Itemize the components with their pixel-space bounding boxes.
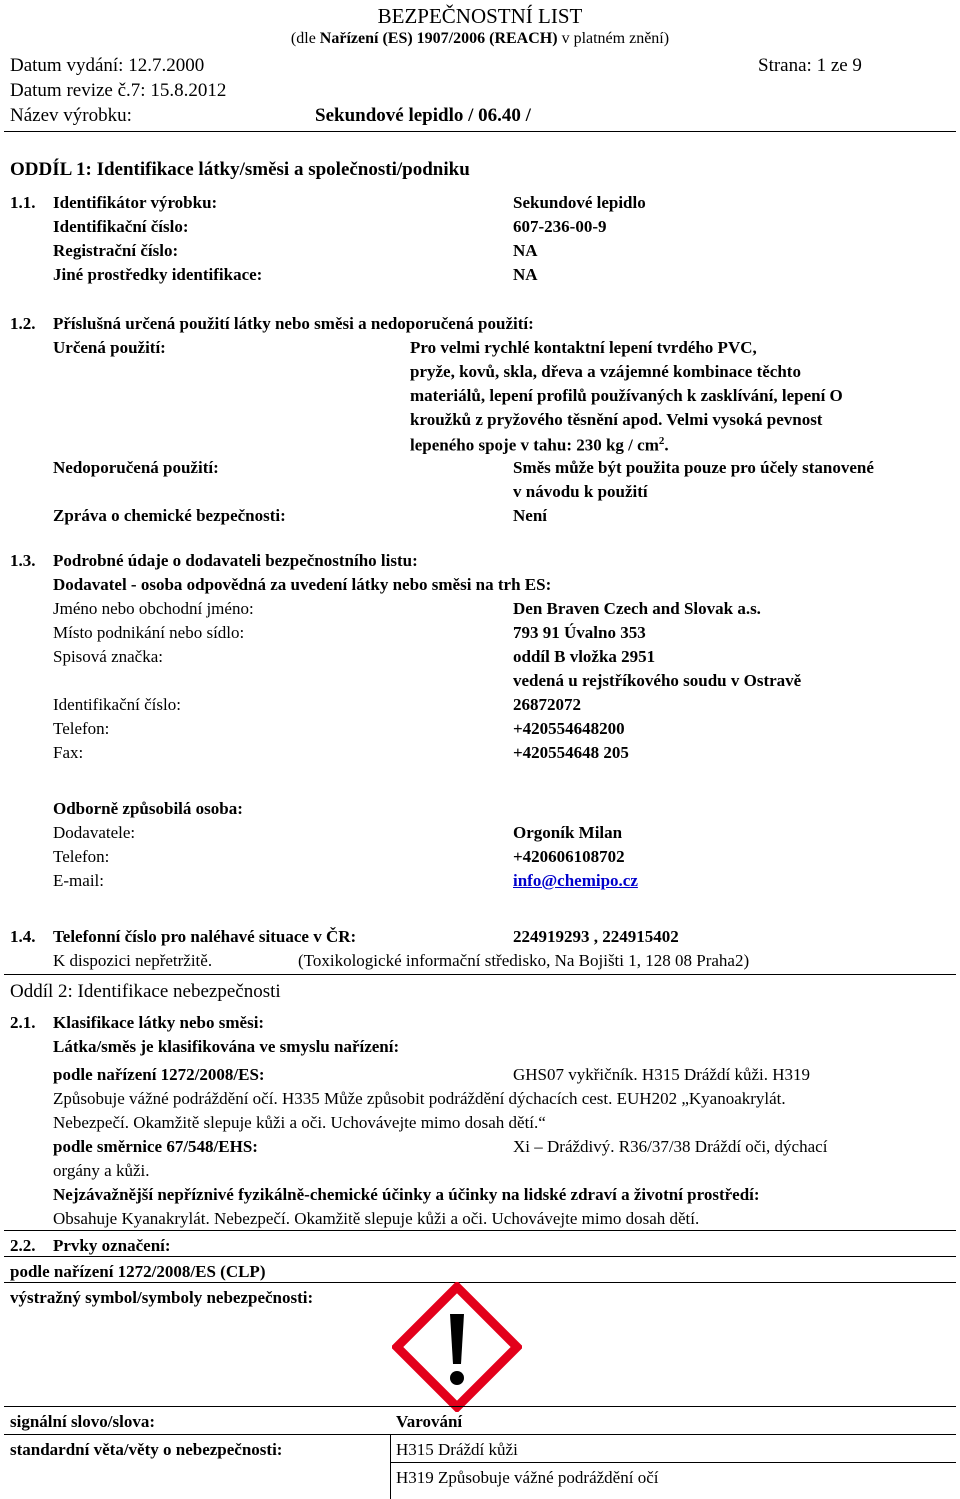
supplier-subheading: Dodavatel - osoba odpovědná za uvedení látky nebo směsi na trh ES: bbox=[53, 575, 552, 594]
adverse-effects-heading: Nejzávažnější nepříznivé fyzikálně-chemické účinky a účinky na lidské zdraví a životní prostředí: bbox=[53, 1185, 760, 1204]
hazard-statements-label: standardní věta/věty o nebezpečnosti: bbox=[10, 1440, 283, 1459]
emergency-phone-value: 224919293 , 224915402 bbox=[513, 927, 679, 946]
directive-label: podle směrnice 67/548/EHS: bbox=[53, 1137, 258, 1156]
s21-heading: Klasifikace látky nebo směsi: bbox=[53, 1013, 265, 1032]
s12-number: 1.2. bbox=[10, 314, 36, 333]
intended-use-line: pryže, kovů, skla, dřeva a vzájemné kombinace těchto bbox=[410, 362, 801, 381]
other-id-value: NA bbox=[513, 265, 538, 284]
competent-supplier-value: Orgoník Milan bbox=[513, 823, 623, 842]
fax-label: Fax: bbox=[53, 743, 84, 762]
availability-note: K dispozici nepřetržitě. bbox=[53, 951, 213, 970]
revision-date: Datum revize č.7: 15.8.2012 bbox=[10, 80, 227, 101]
s13-number: 1.3. bbox=[10, 551, 36, 570]
table-divider bbox=[390, 1434, 391, 1499]
toxicology-center: (Toxikologické informační středisko, Na Bojišti 1, 128 08 Praha2) bbox=[298, 951, 750, 970]
competent-phone-value: +420606108702 bbox=[513, 847, 625, 866]
identifier-label: Identifikátor výrobku: bbox=[53, 193, 218, 212]
document-subtitle: (dle Nařízení (ES) 1907/2006 (REACH) v platném znění) bbox=[290, 30, 670, 47]
s22-number: 2.2. bbox=[10, 1236, 36, 1255]
section-rule bbox=[4, 1406, 956, 1407]
directive-text: Xi – Dráždivý. R36/37/38 Dráždí oči, dýchací bbox=[513, 1137, 828, 1156]
s12-heading: Příslušná určená použití látky nebo směsi a nedoporučená použití: bbox=[53, 314, 534, 333]
s22-heading: Prvky označení: bbox=[53, 1236, 171, 1255]
intended-use-line: kroužků z pryžového těsnění apod. Velmi vysoká pevnost bbox=[410, 410, 823, 429]
intended-use-line: materiálů, lepení profilů používaných k zasklívání, lepení O bbox=[410, 386, 843, 405]
company-id-value: 26872072 bbox=[513, 695, 581, 714]
section1-heading: ODDÍL 1: Identifikace látky/směsi a společnosti/podniku bbox=[10, 159, 470, 180]
email-link[interactable]: info@chemipo.cz bbox=[513, 871, 638, 890]
not-recommended-line: v návodu k použití bbox=[513, 482, 648, 501]
phone-label: Telefon: bbox=[53, 719, 110, 738]
file-mark-value-2: vedená u rejstříkového soudu v Ostravě bbox=[513, 671, 802, 690]
address-value: 793 91 Úvalno 353 bbox=[513, 623, 646, 642]
section-rule bbox=[390, 1462, 956, 1463]
not-recommended-line: Směs může být použita pouze pro účely stanovené bbox=[513, 458, 874, 477]
registration-value: NA bbox=[513, 241, 538, 260]
competent-person-heading: Odborně způsobilá osoba: bbox=[53, 799, 243, 818]
emergency-phone-label: Telefonní číslo pro naléhavé situace v ČR: bbox=[53, 927, 357, 946]
hazard-statement: H315 Dráždí kůži bbox=[396, 1440, 518, 1459]
address-label: Místo podnikání nebo sídlo: bbox=[53, 623, 245, 642]
not-recommended-label: Nedoporučená použití: bbox=[53, 458, 219, 477]
page-number: Strana: 1 ze 9 bbox=[758, 55, 862, 76]
adverse-effects-text: Obsahuje Kyanakrylát. Nebezpečí. Okamžitě slepuje kůži a oči. Uchovávejte mimo dosah dětí. bbox=[53, 1209, 700, 1228]
intended-use-line: Pro velmi rychlé kontaktní lepení tvrdého PVC, bbox=[410, 338, 757, 357]
hazard-statement: H319 Způsobuje vážné podráždění očí bbox=[396, 1468, 659, 1487]
phone-value: +420554648200 bbox=[513, 719, 625, 738]
fax-value: +420554648 205 bbox=[513, 743, 629, 762]
signal-word-label: signální slovo/slova: bbox=[10, 1412, 156, 1431]
other-id-label: Jiné prostředky identifikace: bbox=[53, 265, 263, 284]
clp-classification-text-3: Nebezpečí. Okamžitě slepuje kůži a oči. Uchovávejte mimo dosah dětí.“ bbox=[53, 1113, 546, 1132]
s11-number: 1.1. bbox=[10, 193, 36, 212]
company-id-label: Identifikační číslo: bbox=[53, 695, 181, 714]
s14-number: 1.4. bbox=[10, 927, 36, 946]
s21-subheading: Látka/směs je klasifikována ve smyslu nařízení: bbox=[53, 1037, 400, 1056]
section-rule bbox=[4, 974, 956, 975]
id-number-label: Identifikační číslo: bbox=[53, 217, 189, 236]
identifier-value: Sekundové lepidlo bbox=[513, 193, 646, 212]
clp-classification-text: GHS07 vykřičník. H315 Dráždí kůži. H319 bbox=[513, 1065, 810, 1084]
header-rule bbox=[4, 131, 956, 132]
safety-report-label: Zpráva o chemické bezpečnosti: bbox=[53, 506, 286, 525]
clp-classification-label: podle nařízení 1272/2008/ES: bbox=[53, 1065, 265, 1084]
clp-regulation: podle nařízení 1272/2008/ES (CLP) bbox=[10, 1262, 266, 1281]
ghs07-exclamation-icon bbox=[392, 1282, 522, 1412]
section-rule bbox=[4, 1256, 956, 1257]
s21-number: 2.1. bbox=[10, 1013, 36, 1032]
company-name-value: Den Braven Czech and Slovak a.s. bbox=[513, 599, 761, 618]
competent-phone-label: Telefon: bbox=[53, 847, 110, 866]
email-label: E-mail: bbox=[53, 871, 104, 890]
product-label: Název výrobku: bbox=[10, 105, 132, 126]
s13-heading: Podrobné údaje o dodavateli bezpečnostního listu: bbox=[53, 551, 418, 570]
competent-supplier-label: Dodavatele: bbox=[53, 823, 136, 842]
signal-word-value: Varování bbox=[396, 1412, 463, 1431]
document-title: BEZPEČNOSTNÍ LIST bbox=[377, 4, 583, 28]
intended-use-label: Určená použití: bbox=[53, 338, 166, 357]
company-name-label: Jméno nebo obchodní jméno: bbox=[53, 599, 254, 618]
issue-date: Datum vydání: 12.7.2000 bbox=[10, 55, 205, 76]
id-number-value: 607-236-00-9 bbox=[513, 217, 607, 236]
file-mark-value: oddíl B vložka 2951 bbox=[513, 647, 656, 666]
section-rule bbox=[4, 1434, 956, 1435]
intended-use-line: lepeného spoje v tahu: 230 kg / $cm^2$. bbox=[410, 435, 669, 455]
product-name: Sekundové lepidlo / 06.40 / bbox=[315, 105, 531, 126]
safety-report-value: Není bbox=[513, 506, 547, 525]
registration-label: Registrační číslo: bbox=[53, 241, 179, 260]
file-mark-label: Spisová značka: bbox=[53, 647, 163, 666]
section2-heading: Oddíl 2: Identifikace nebezpečnosti bbox=[10, 981, 281, 1002]
clp-classification-text-2: Způsobuje vážné podráždění očí. H335 Může způsobit podráždění dýchacích cest. EUH202 „Kyanoakrylát. bbox=[53, 1089, 786, 1108]
pictogram-label: výstražný symbol/symboly nebezpečnosti: bbox=[10, 1288, 314, 1307]
directive-text-2: orgány a kůži. bbox=[53, 1161, 150, 1180]
section-rule bbox=[4, 1230, 956, 1231]
